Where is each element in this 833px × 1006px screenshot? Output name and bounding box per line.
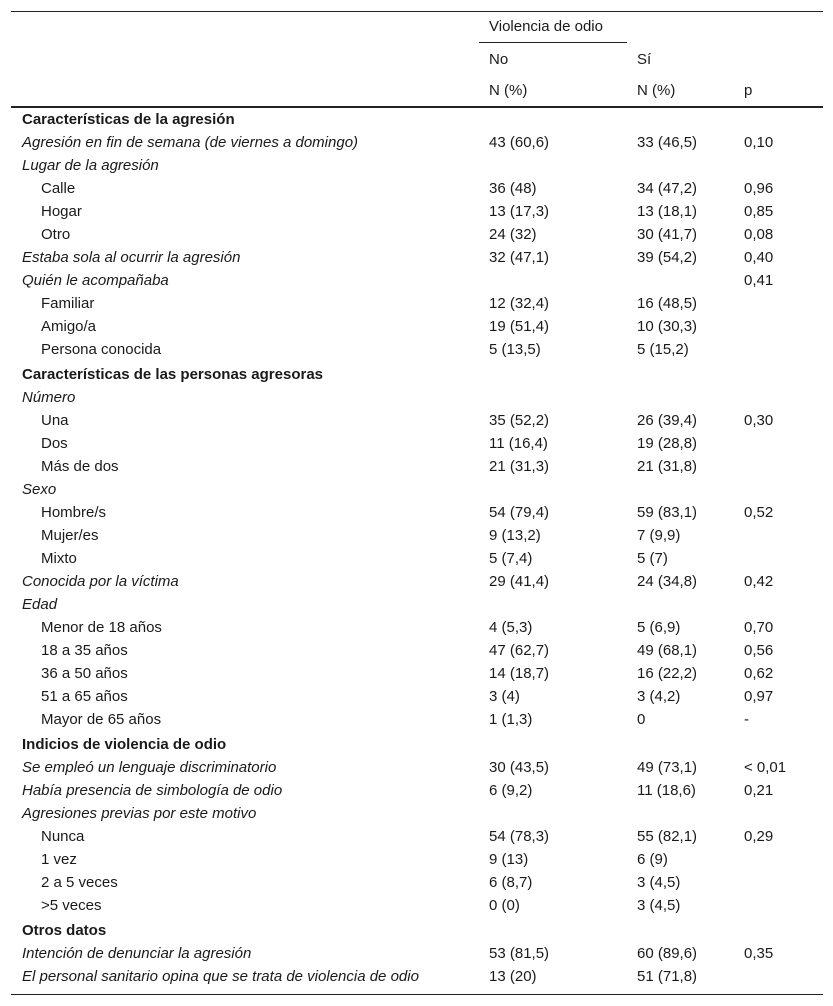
- value-no: 24 (32): [489, 226, 537, 243]
- value-no: 43 (60,6): [489, 134, 550, 151]
- value-si: 16 (48,5): [637, 295, 698, 312]
- value-si: 34 (47,2): [637, 180, 698, 197]
- row-label: Otro: [41, 226, 71, 243]
- header-rule: [11, 106, 823, 108]
- value-si: 5 (6,9): [637, 619, 681, 636]
- row-label: Dos: [41, 435, 68, 452]
- value-no: 11 (16,4): [489, 435, 548, 452]
- value-no: 53 (81,5): [489, 945, 550, 962]
- value-no: 4 (5,3): [489, 619, 533, 636]
- row-label: 1 vez: [41, 851, 77, 868]
- row-label: Mixto: [41, 550, 77, 567]
- section-heading: Características de las personas agresoras: [22, 366, 324, 383]
- row-label: Estaba sola al ocurrir la agresión: [22, 249, 241, 266]
- row-label: 51 a 65 años: [41, 688, 128, 705]
- value-no: 3 (4): [489, 688, 520, 705]
- value-p: -: [744, 711, 749, 728]
- value-no: 21 (31,3): [489, 458, 550, 475]
- value-no: 6 (9,2): [489, 782, 533, 799]
- value-si: 10 (30,3): [637, 318, 698, 335]
- row-label: Número: [22, 389, 76, 406]
- row-label: Una: [41, 412, 69, 429]
- col-header-si: Sí: [637, 51, 652, 68]
- row-label: Edad: [22, 596, 58, 613]
- value-no: 19 (51,4): [489, 318, 550, 335]
- value-no: 13 (20): [489, 968, 537, 985]
- row-label: Quién le acompañaba: [22, 272, 169, 289]
- value-no: 32 (47,1): [489, 249, 550, 266]
- section-heading: Características de la agresión: [22, 111, 235, 128]
- value-si: 5 (15,2): [637, 341, 689, 358]
- value-si: 0: [637, 711, 646, 728]
- value-si: 51 (71,8): [637, 968, 698, 985]
- value-si: 6 (9): [637, 851, 668, 868]
- row-label: Mujer/es: [41, 527, 99, 544]
- value-p: < 0,01: [744, 759, 787, 776]
- row-label: Más de dos: [41, 458, 119, 475]
- row-label: Agresiones previas por este motivo: [22, 805, 257, 822]
- value-si: 13 (18,1): [637, 203, 698, 220]
- value-si: 26 (39,4): [637, 412, 698, 429]
- row-label: Hombre/s: [41, 504, 107, 521]
- row-label: Calle: [41, 180, 76, 197]
- row-label: Había presencia de simbología de odio: [22, 782, 283, 799]
- row-label: Familiar: [41, 295, 95, 312]
- table-bottom-rule: [11, 994, 823, 995]
- value-si: 19 (28,8): [637, 435, 698, 452]
- value-si: 5 (7): [637, 550, 668, 567]
- value-p: 0,62: [744, 665, 774, 682]
- value-si: 24 (34,8): [637, 573, 698, 590]
- value-p: 0,40: [744, 249, 774, 266]
- value-no: 5 (7,4): [489, 550, 533, 567]
- value-no: 35 (52,2): [489, 412, 550, 429]
- value-si: 33 (46,5): [637, 134, 698, 151]
- value-p: 0,42: [744, 573, 774, 590]
- col-header-p: p: [744, 82, 753, 99]
- col-header-n-si: N (%): [637, 82, 676, 99]
- row-label: Amigo/a: [41, 318, 97, 335]
- value-si: 39 (54,2): [637, 249, 698, 266]
- value-p: 0,85: [744, 203, 774, 220]
- value-p: 0,41: [744, 272, 774, 289]
- row-label: >5 veces: [41, 897, 102, 914]
- value-no: 13 (17,3): [489, 203, 550, 220]
- value-si: 11 (18,6): [637, 782, 696, 799]
- value-p: 0,35: [744, 945, 774, 962]
- row-label: Se empleó un lenguaje discriminatorio: [22, 759, 277, 776]
- value-si: 49 (73,1): [637, 759, 698, 776]
- value-p: 0,30: [744, 412, 774, 429]
- row-label: Conocida por la víctima: [22, 573, 179, 590]
- value-p: 0,96: [744, 180, 774, 197]
- value-si: 16 (22,2): [637, 665, 698, 682]
- row-label: Agresión en fin de semana (de viernes a domingo): [22, 134, 359, 151]
- row-label: Intención de denunciar la agresión: [22, 945, 252, 962]
- value-no: 0 (0): [489, 897, 520, 914]
- value-si: 30 (41,7): [637, 226, 698, 243]
- col-header-no: No: [489, 51, 509, 68]
- value-no: 14 (18,7): [489, 665, 550, 682]
- row-label: Menor de 18 años: [41, 619, 162, 636]
- value-no: 9 (13,2): [489, 527, 541, 544]
- section-heading: Otros datos: [22, 922, 107, 939]
- value-no: 30 (43,5): [489, 759, 550, 776]
- value-no: 9 (13): [489, 851, 529, 868]
- table-top-rule: [11, 11, 823, 12]
- value-p: 0,21: [744, 782, 774, 799]
- value-si: 59 (83,1): [637, 504, 698, 521]
- row-label: Nunca: [41, 828, 85, 845]
- value-si: 3 (4,2): [637, 688, 681, 705]
- row-label: Lugar de la agresión: [22, 157, 159, 174]
- value-si: 60 (89,6): [637, 945, 698, 962]
- row-label: El personal sanitario opina que se trata de violencia de odio: [22, 968, 419, 985]
- value-si: 55 (82,1): [637, 828, 698, 845]
- value-p: 0,56: [744, 642, 774, 659]
- value-si: 49 (68,1): [637, 642, 698, 659]
- value-no: 6 (8,7): [489, 874, 533, 891]
- row-label: Persona conocida: [41, 341, 162, 358]
- row-label: Sexo: [22, 481, 57, 498]
- value-p: 0,10: [744, 134, 774, 151]
- value-no: 47 (62,7): [489, 642, 550, 659]
- value-p: 0,52: [744, 504, 774, 521]
- value-p: 0,08: [744, 226, 774, 243]
- group-header-rule: [479, 42, 627, 43]
- value-no: 54 (78,3): [489, 828, 550, 845]
- row-label: 18 a 35 años: [41, 642, 128, 659]
- value-p: 0,70: [744, 619, 774, 636]
- row-label: 36 a 50 años: [41, 665, 128, 682]
- section-heading: Indicios de violencia de odio: [22, 736, 227, 753]
- value-no: 29 (41,4): [489, 573, 550, 590]
- value-no: 12 (32,4): [489, 295, 550, 312]
- row-label: Hogar: [41, 203, 82, 220]
- value-p: 0,97: [744, 688, 774, 705]
- group-header: Violencia de odio: [489, 18, 603, 35]
- value-no: 1 (1,3): [489, 711, 533, 728]
- value-no: 36 (48): [489, 180, 537, 197]
- value-si: 21 (31,8): [637, 458, 698, 475]
- value-no: 5 (13,5): [489, 341, 541, 358]
- row-label: Mayor de 65 años: [41, 711, 162, 728]
- col-header-n-no: N (%): [489, 82, 528, 99]
- value-si: 7 (9,9): [637, 527, 681, 544]
- value-si: 3 (4,5): [637, 897, 681, 914]
- value-no: 54 (79,4): [489, 504, 550, 521]
- row-label: 2 a 5 veces: [41, 874, 118, 891]
- value-p: 0,29: [744, 828, 774, 845]
- value-si: 3 (4,5): [637, 874, 681, 891]
